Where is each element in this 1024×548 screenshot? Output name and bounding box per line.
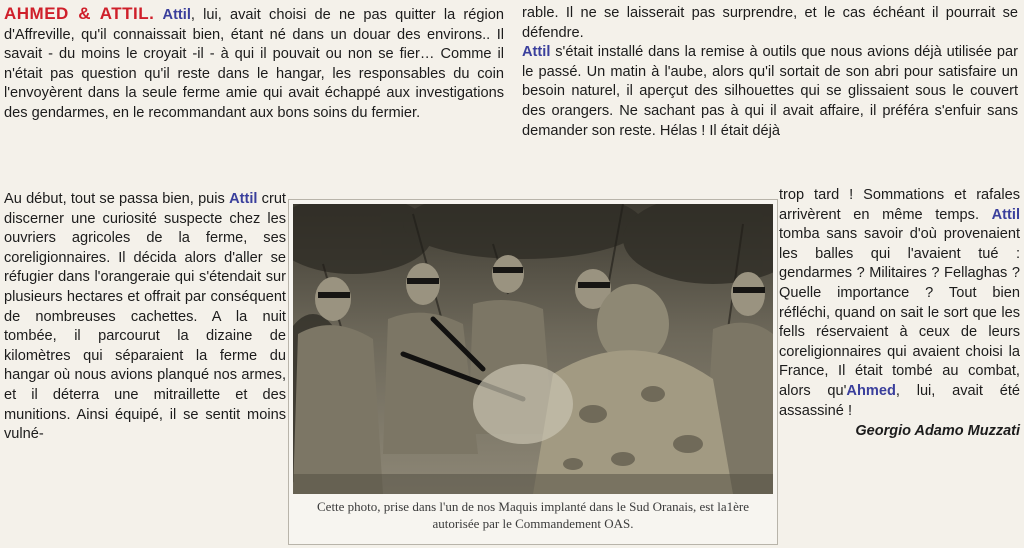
article-headline: AHMED & ATTIL: [4, 4, 150, 23]
paragraph-intro: AHMED & ATTIL. Attil, lui, avait choisi de ne pas quitter la région d'Affreville, qu'il connaissait bien, étant né dans un douar des environs.. Il savait - du moins le croyait -il - à qui il pouvait ou non se fier… Comme il n'était pas question qu'il reste dans le hangar, les responsables du coin l'envoyèrent dans la seule ferme amie qui avait échappé aux investigations des gendarmes, en le recommandant aux bons soins du fermier.: [4, 4, 504, 121]
article-column-left: [4, 4, 504, 124]
article-column-left-lower: [4, 190, 286, 445]
name-attil: Attil: [522, 44, 551, 61]
photo-illustration: [293, 204, 773, 494]
paragraph-remise: Attil s'était installé dans la remise à outils que nous avions déjà utilisée par le passé. Un matin à l'aube, alors qu'il sortait de son abri pour satisfaire un besoin naturel, il aperçut des silhouettes qui se glissaient sous le couvert des orangers. Ne sachant pas à qui il avait affaire, il préféra s'enfuir sans demander son reste. Hélas ! Il était déjà: [522, 44, 1018, 139]
photo-caption: Cette photo, prise dans l'un de nos Maquis implanté dans le Sud Oranais, est la1ère autorisée par le Commandement OAS.: [317, 499, 749, 531]
author-signature: Georgio Adamo Muzzati: [855, 423, 1020, 440]
article-column-right: [522, 4, 1018, 141]
name-ahmed: Ahmed: [846, 382, 896, 399]
name-attil: Attil: [991, 206, 1020, 223]
photo-frame: [288, 199, 778, 545]
name-attil: Attil: [229, 191, 258, 207]
paragraph-continuation: rable. Il ne se laisserait pas surprendre, et le cas échéant il pourrait se défendre.: [522, 5, 1018, 41]
paragraph-orangeraie: Au début, tout se passa bien, puis Attil crut discerner une curiosité suspecte chez les ouvriers agricoles de la ferme, ses coreligionnaires. Il décida alors d'aller se réfugier dans l'orangeraie qui s'étendait sur plusieurs hectares et offrait par conséquent de nombreuses cachettes. A la nuit tombée, il parcourut la dizaine de kilomètres qui séparaient la ferme du hangar où nous avions planqué nos armes, et il déterra une mitraillette et des munitions. Ainsi équipé, il se sentit moins vulné-: [4, 191, 286, 443]
maquis-photo: [293, 204, 773, 494]
article-column-right-lower: [779, 186, 1020, 442]
paragraph-ending: trop tard ! Sommations et rafales arrivèrent en même temps. Attil tomba sans savoir d'où provenaient les balles qui l'avaient tué : gendarmes ? Militaires ? Fellaghas ? Quelle importance ? Tout bien réfléchi, quand on sait le sort que les fells réservaient à ceux de leurs coreligionnaires qui avaient choisi la France, Il était tombé au combat, alors qu'Ahmed, lui, avait été assassiné !: [779, 187, 1020, 419]
name-attil: Attil: [162, 7, 191, 23]
